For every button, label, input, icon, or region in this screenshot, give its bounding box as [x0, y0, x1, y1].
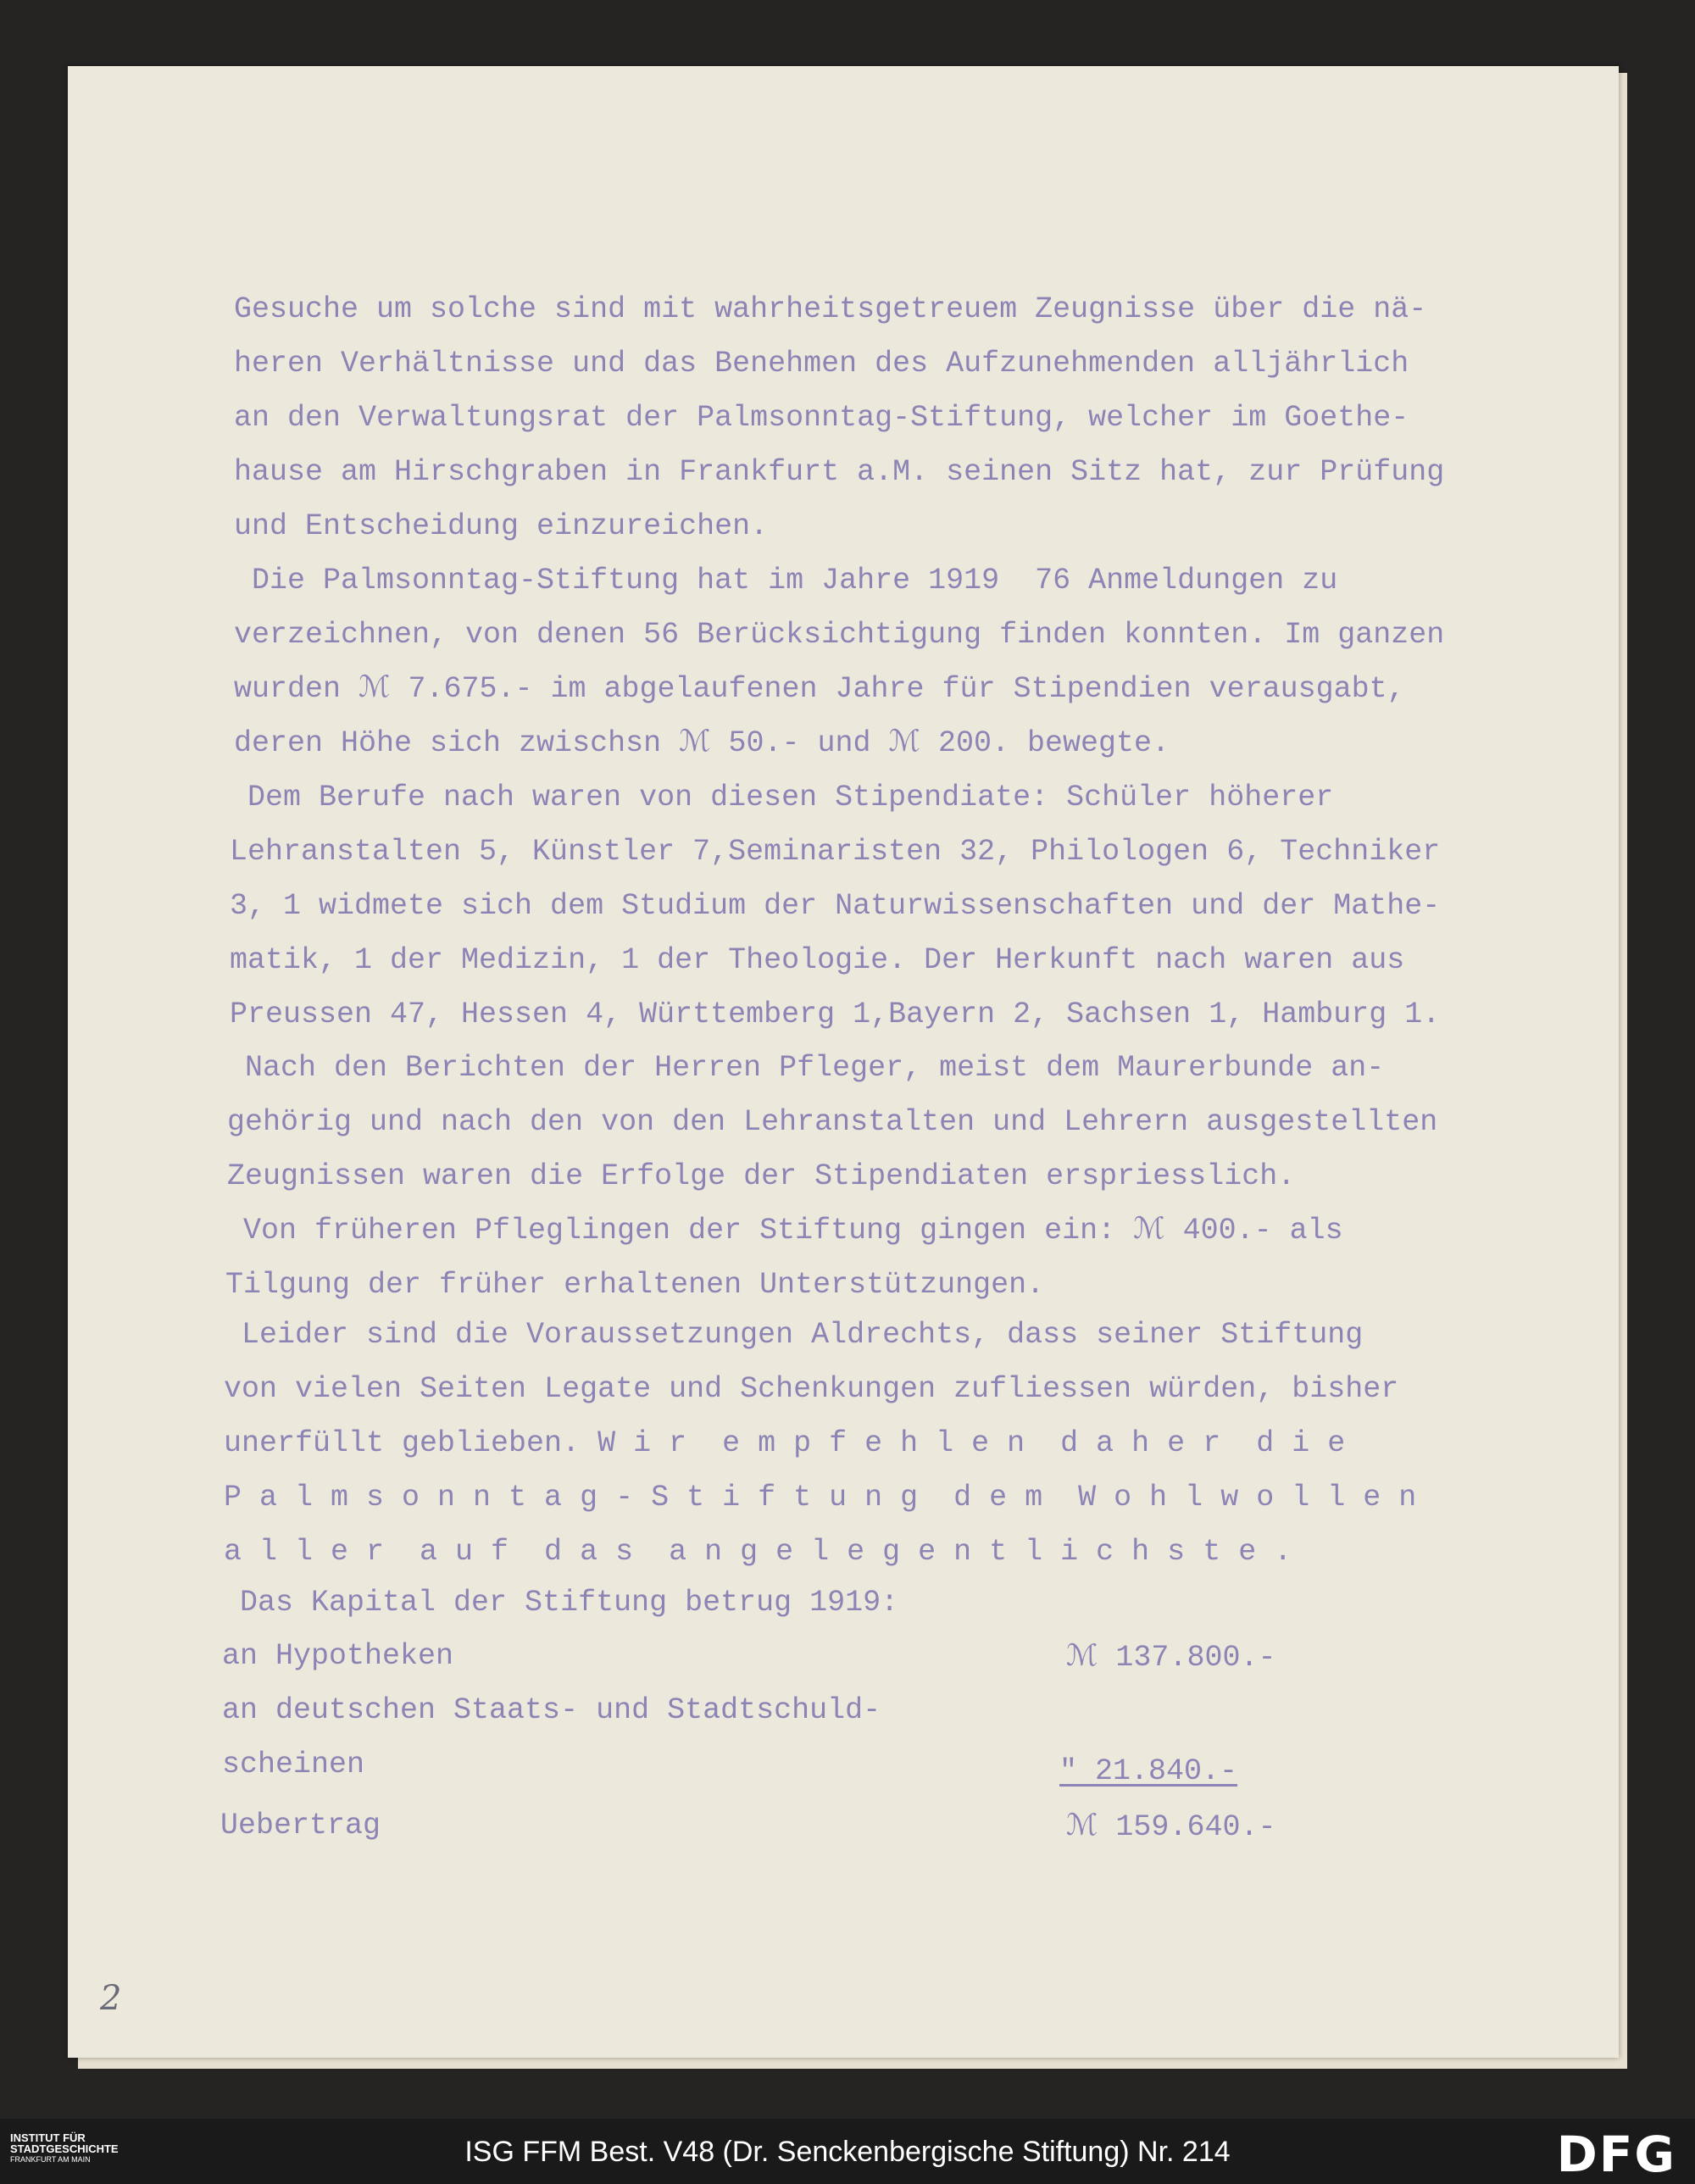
institution-line1: INSTITUT FÜR — [10, 2131, 86, 2144]
capital-row-bonds-amount: " 21.840.- — [1059, 1754, 1238, 1788]
paragraph-repayments: Von früheren Pfleglingen der Stiftung gingen ein: ℳ 400.- als Tilgung der früher erhaltenen Unterstützungen. — [225, 1214, 1343, 1302]
archive-footer — [0, 2119, 1695, 2184]
paragraph-application: Gesuche um solche sind mit wahrheitsgetreuem Zeugnisse über die nä- heren Verhältnisse und das Benehmen des Aufzunehmenden alljährlich an den Verwaltungsrat der Palmsonntag-Stiftung, welcher im Goethe- hause am Hirschgraben in Frankfurt a.M. seinen Sitz hat, zur Prüfung und Entscheidung einzureichen. — [234, 292, 1445, 543]
capital-total-label: Uebertrag — [220, 1809, 381, 1842]
capital-total-amount: ℳ 159.640.- — [1066, 1810, 1276, 1844]
paragraph-recommendation: Leider sind die Voraussetzungen Aldrechts, dass seiner Stiftung von vielen Seiten Legate und Schenkungen zufliessen würden, bisher unerfüllt geblieben. W i r e m p f e h l e n d a h e r d i e P a l m s o n n t a g - S t i f t u n g d e m W o h l w o l l e n a l l e r a u f d a s a n g e l e g e n t l i c h s t e . — [224, 1318, 1417, 1569]
paragraph-capital-intro: Das Kapital der Stiftung betrug 1919: — [222, 1586, 899, 1620]
institution-line2: STADTGESCHICHTE — [10, 2142, 119, 2155]
paragraph-professions: Dem Berufe nach waren von diesen Stipendiate: Schüler höherer Lehranstalten 5, Künstler 7,Seminaristen 32, Philologen 6, Techniker 3, 1 widmete sich dem Studium der Naturwissenschaften und der Mathe- matik, 1 der Medizin, 1 der Theologie. Der Herkunft nach waren aus Preussen 47, Hessen 4, Württemberg 1,Bayern 2, Sachsen 1, Hamburg 1. — [230, 781, 1441, 1031]
page-number: 2 — [100, 1979, 122, 2018]
capital-row-bonds-label: an deutschen Staats- und Stadtschuld- scheinen — [222, 1693, 881, 1781]
dfg-logo: DFG — [1556, 2126, 1676, 2183]
paragraph-registrations: Die Palmsonntag-Stiftung hat im Jahre 1919 76 Anmeldungen zu verzeichnen, von denen 56 Berücksichtigung finden konnten. Im ganzen wurden ℳ 7.675.- im abgelaufenen Jahre für Stipendien verausgabt, deren Höhe sich zwischsn ℳ 50.- und ℳ 200. bewegte. — [234, 564, 1445, 760]
capital-row-mortgages-amount: ℳ 137.800.- — [1066, 1641, 1276, 1675]
paragraph-reports: Nach den Berichten der Herren Pfleger, meist dem Maurerbunde an- gehörig und nach den von den Lehranstalten und Lehrern ausgestellten Zeugnissen waren die Erfolge der Stipendiaten erspriesslich. — [227, 1051, 1438, 1193]
institution-line3: FRANKFURT AM MAIN — [10, 2155, 91, 2164]
archive-caption: ISG FFM Best. V48 (Dr. Senckenbergische Stiftung) Nr. 214 — [464, 2136, 1231, 2168]
capital-row-mortgages-label: an Hypotheken — [222, 1639, 454, 1673]
